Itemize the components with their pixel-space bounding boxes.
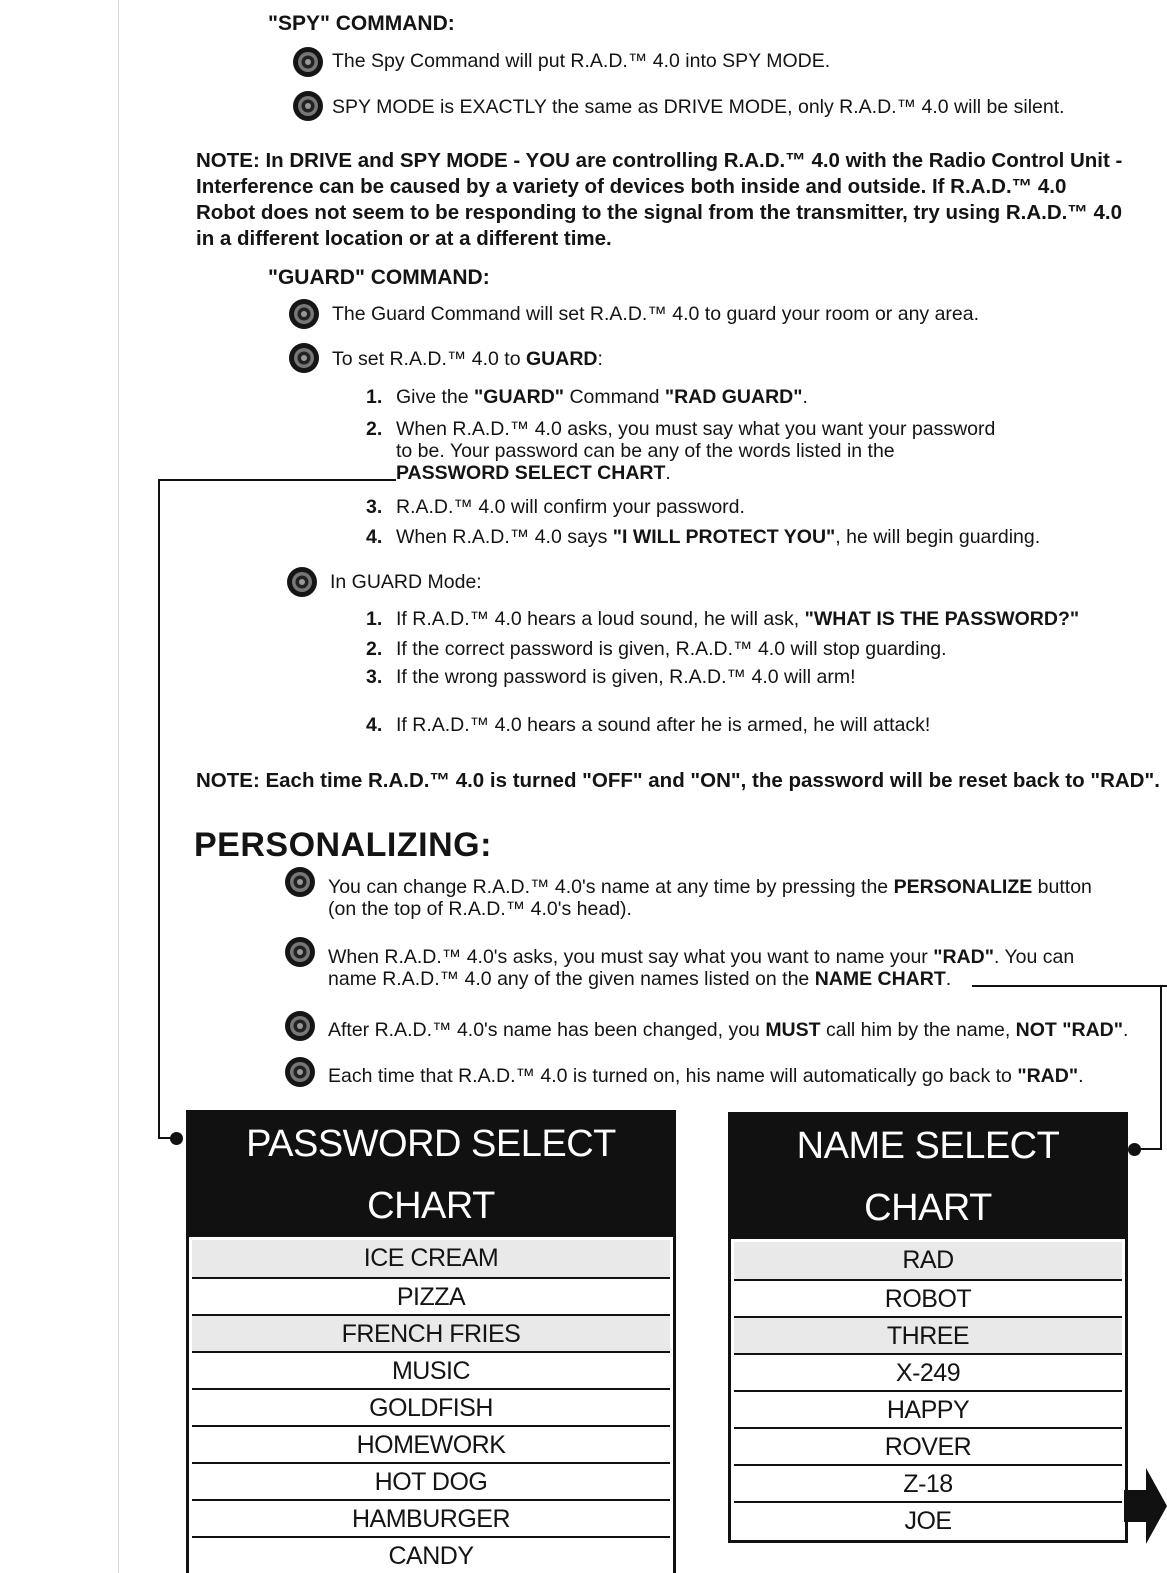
name-row: X-249 bbox=[734, 1353, 1122, 1390]
password-row: GOLDFISH bbox=[192, 1388, 670, 1425]
guard-bullet-1 bbox=[288, 298, 979, 325]
password-row: PIZZA bbox=[192, 1277, 670, 1314]
text-span: If R.A.D.™ 4.0 hears a loud sound, he will ask, bbox=[396, 608, 805, 630]
text-span: Give the bbox=[396, 386, 475, 408]
name-row: Z-18 bbox=[734, 1464, 1122, 1501]
name-select-chart bbox=[728, 1112, 1128, 1543]
name-chart-reference: NAME CHART bbox=[814, 968, 946, 990]
bullet-disc-icon bbox=[292, 46, 324, 78]
text-span: call him by the name, bbox=[820, 1019, 1016, 1041]
text-span: . bbox=[802, 386, 808, 408]
text-span: . bbox=[665, 462, 671, 484]
step-number: 1. bbox=[366, 608, 383, 630]
personalize-bullet-2-text bbox=[328, 946, 1074, 990]
text-span: After R.A.D.™ 4.0's name has been changed, you bbox=[328, 1019, 766, 1041]
text-span: . bbox=[1078, 1065, 1084, 1087]
text-line bbox=[328, 968, 1074, 990]
bullet-disc-icon bbox=[286, 566, 318, 598]
step-text: If the correct password is given, R.A.D.™ 4.0 will stop guarding. bbox=[396, 638, 947, 660]
step-number: 3. bbox=[366, 496, 383, 518]
bold-span: "RAD GUARD" bbox=[664, 386, 803, 408]
scan-edge-line bbox=[118, 0, 119, 1573]
password-row: HOT DOG bbox=[192, 1462, 670, 1499]
text-span: Command bbox=[564, 386, 665, 408]
bold-span: "GUARD" bbox=[474, 386, 565, 408]
step-text bbox=[396, 386, 808, 408]
guard-bullet-2-text bbox=[332, 348, 603, 370]
step-text bbox=[396, 526, 1040, 548]
step-text: If R.A.D.™ 4.0 hears a sound after he is armed, he will attack! bbox=[396, 714, 931, 736]
name-chart-rows bbox=[731, 1239, 1125, 1540]
password-connector-dot bbox=[170, 1132, 183, 1145]
password-row: HOMEWORK bbox=[192, 1425, 670, 1462]
spy-bullet-1-text: The Spy Command will put R.A.D.™ 4.0 into SPY MODE. bbox=[332, 50, 831, 72]
password-row: FRENCH FRIES bbox=[192, 1314, 670, 1351]
personalize-bullet-3 bbox=[284, 1010, 1128, 1041]
password-connector-vertical bbox=[158, 479, 160, 1139]
password-reset-note: NOTE: Each time R.A.D.™ 4.0 is turned "OFF" and "ON", the password will be reset back to "RAD". bbox=[196, 769, 1160, 792]
password-chart-title: PASSWORD SELECT CHART bbox=[189, 1113, 673, 1237]
password-row: CANDY bbox=[192, 1536, 670, 1573]
text-span: , he will begin guarding. bbox=[835, 526, 1041, 548]
text-span: button bbox=[1032, 876, 1092, 898]
bullet-disc-icon bbox=[284, 1010, 316, 1042]
password-select-chart bbox=[186, 1110, 676, 1573]
note-line: Interference can be caused by a variety of devices both inside and outside. If R.A.D.™ 4.0 bbox=[196, 175, 1067, 198]
bullet-disc-icon bbox=[284, 1056, 316, 1088]
text-span: name R.A.D.™ 4.0 any of the given names listed on the bbox=[328, 968, 815, 990]
drive-spy-note bbox=[196, 148, 1151, 252]
text-span: . bbox=[945, 968, 952, 990]
text-line: When R.A.D.™ 4.0 asks, you must say what you want your password bbox=[396, 418, 996, 440]
step-number: 1. bbox=[366, 386, 383, 408]
password-row: HAMBURGER bbox=[192, 1499, 670, 1536]
spy-bullet-2-text: SPY MODE is EXACTLY the same as DRIVE MODE, only R.A.D.™ 4.0 will be silent. bbox=[332, 96, 1065, 118]
personalize-bullet-3-text bbox=[328, 1019, 1128, 1041]
bullet-disc-icon bbox=[292, 90, 324, 122]
name-row: ROVER bbox=[734, 1427, 1122, 1464]
text-span: When R.A.D.™ 4.0 says bbox=[396, 526, 613, 548]
guard-mode-text: In GUARD Mode: bbox=[330, 571, 482, 593]
guard-bullet-2 bbox=[288, 342, 603, 370]
spy-bullet-2 bbox=[292, 90, 1065, 118]
name-row: HAPPY bbox=[734, 1390, 1122, 1427]
personalize-bullet-1 bbox=[284, 866, 1092, 920]
text-line: (on the top of R.A.D.™ 4.0's head). bbox=[328, 898, 632, 920]
step-number: 3. bbox=[366, 666, 383, 688]
spy-command-heading: "SPY" COMMAND: bbox=[268, 12, 455, 35]
text-line bbox=[328, 946, 1074, 968]
step-text: If the wrong password is given, R.A.D.™ 4.0 will arm! bbox=[396, 666, 856, 688]
name-chart-title: NAME SELECT CHART bbox=[731, 1115, 1125, 1239]
note-line: Robot does not seem to be responding to the signal from the transmitter, try using R.A.D.™ 4.0 bbox=[196, 201, 1123, 224]
step-text bbox=[396, 608, 1079, 630]
password-connector-top bbox=[158, 479, 396, 481]
personalize-bullet-4-text bbox=[328, 1065, 1084, 1087]
password-chart-rows bbox=[189, 1237, 673, 1573]
bullet-disc-icon bbox=[288, 342, 320, 374]
name-row: JOE bbox=[734, 1501, 1122, 1538]
text-span: : bbox=[597, 348, 603, 370]
text-span: . bbox=[1122, 1019, 1129, 1041]
step-text bbox=[396, 418, 995, 484]
name-connector-dot bbox=[1128, 1143, 1141, 1156]
step-number: 4. bbox=[366, 526, 383, 548]
step-number: 4. bbox=[366, 714, 383, 736]
text-line: to be. Your password can be any of the words listed in the bbox=[396, 440, 895, 462]
step-number: 2. bbox=[366, 638, 383, 660]
text-span: When R.A.D.™ 4.0's asks, you must say what you want to name your bbox=[328, 946, 934, 968]
personalize-bullet-4 bbox=[284, 1056, 1084, 1087]
bold-span: "RAD" bbox=[933, 946, 994, 968]
personalize-bullet-1-text bbox=[328, 876, 1092, 920]
password-row: MUSIC bbox=[192, 1351, 670, 1388]
text-span: Each time that R.A.D.™ 4.0 is turned on, his name will automatically go back to bbox=[328, 1065, 1018, 1087]
text-span: To set R.A.D.™ 4.0 to bbox=[332, 348, 526, 370]
name-row: THREE bbox=[734, 1316, 1122, 1353]
personalizing-title: PERSONALIZING: bbox=[194, 826, 492, 864]
name-row: RAD bbox=[734, 1242, 1122, 1279]
guard-mode-bullet bbox=[286, 566, 482, 593]
personalize-bullet-2 bbox=[284, 936, 1074, 990]
bullet-disc-icon bbox=[284, 866, 316, 898]
name-connector-vertical bbox=[1160, 985, 1162, 1150]
name-connector-top bbox=[972, 985, 1167, 987]
step-text: R.A.D.™ 4.0 will confirm your password. bbox=[396, 496, 745, 518]
bold-span: "WHAT IS THE PASSWORD?" bbox=[804, 608, 1080, 630]
step-number: 2. bbox=[366, 418, 383, 440]
password-chart-reference: PASSWORD SELECT CHART bbox=[396, 462, 666, 484]
text-span: You can change R.A.D.™ 4.0's name at any time by pressing the bbox=[328, 876, 894, 898]
guard-bullet-1-text: The Guard Command will set R.A.D.™ 4.0 to guard your room or any area. bbox=[332, 303, 980, 325]
bullet-disc-icon bbox=[288, 298, 320, 330]
spy-bullet-1 bbox=[292, 46, 830, 72]
bold-span: MUST bbox=[765, 1019, 821, 1041]
guard-command-heading: "GUARD" COMMAND: bbox=[268, 266, 490, 289]
next-page-arrow-icon bbox=[1124, 1468, 1167, 1544]
bold-span: "RAD" bbox=[1017, 1065, 1079, 1087]
name-row: ROBOT bbox=[734, 1279, 1122, 1316]
bullet-disc-icon bbox=[284, 936, 316, 968]
bold-span: NOT "RAD" bbox=[1015, 1019, 1123, 1041]
text-line bbox=[328, 876, 1092, 898]
text-span: . You can bbox=[993, 946, 1075, 968]
bold-span: "I WILL PROTECT YOU" bbox=[612, 526, 836, 548]
guard-word: GUARD bbox=[526, 348, 598, 370]
text-line bbox=[396, 462, 995, 484]
password-row: ICE CREAM bbox=[192, 1240, 670, 1277]
note-line: NOTE: In DRIVE and SPY MODE - YOU are controlling R.A.D.™ 4.0 with the Radio Control Unit - bbox=[196, 149, 1123, 172]
personalize-button-reference: PERSONALIZE bbox=[893, 876, 1033, 898]
note-line: in a different location or at a different time. bbox=[196, 227, 612, 250]
